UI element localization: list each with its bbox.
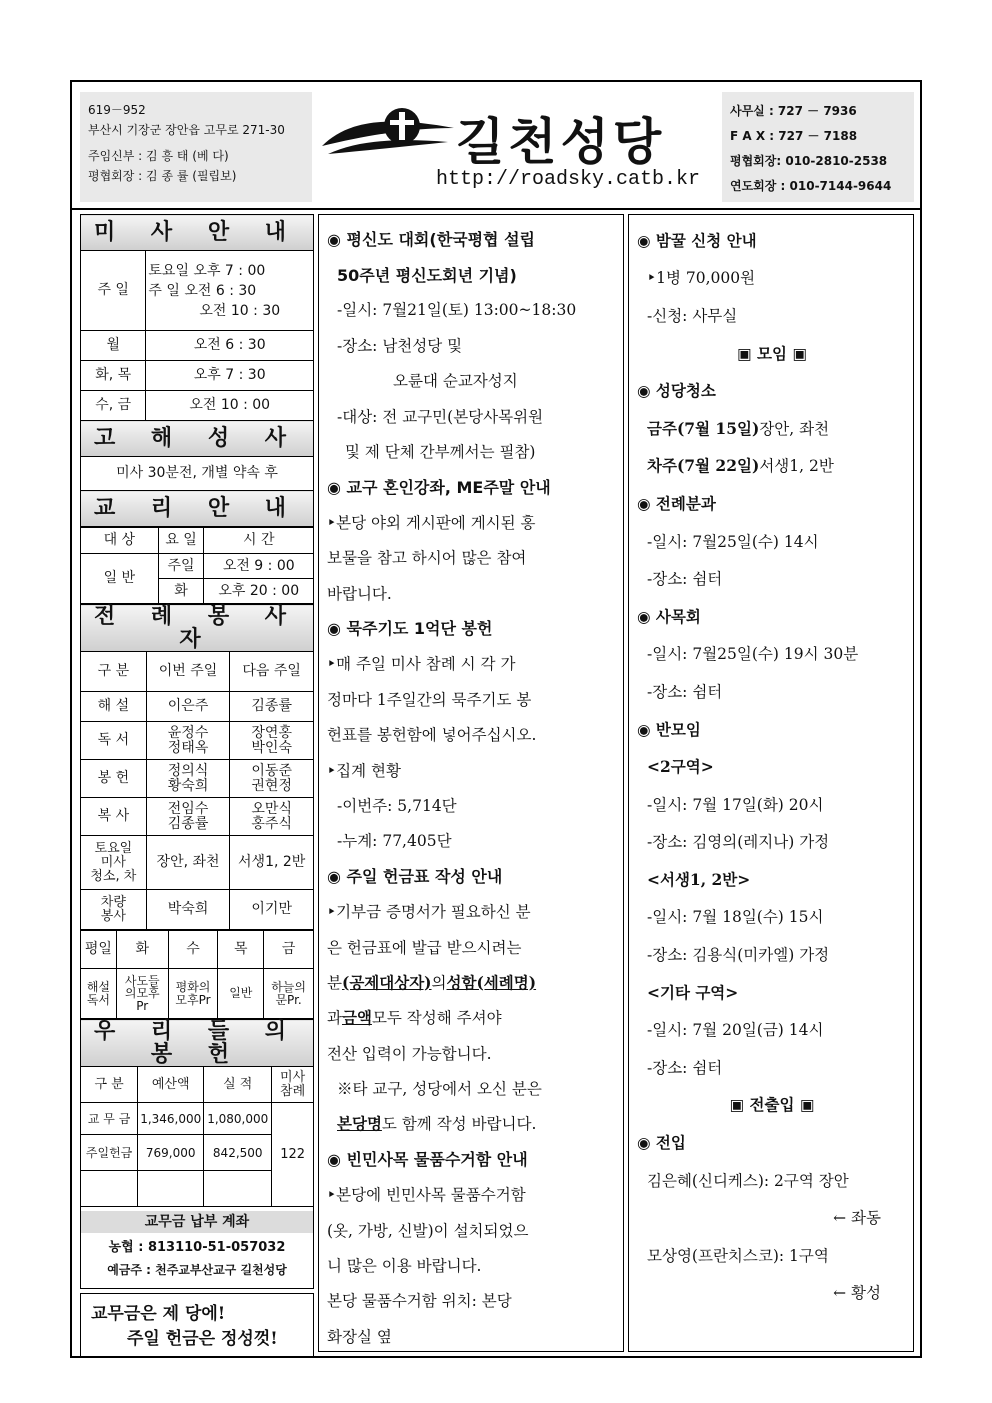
meetings-title: ▣ 모임 ▣ (736, 343, 808, 363)
mass-day: 화, 목 (81, 361, 146, 391)
address: 부산시 기장군 장안읍 고무로 271-30 (88, 123, 285, 137)
confession-text: 미사 30분전, 개별 약속 후 (81, 457, 314, 491)
header-divider (72, 208, 920, 210)
attendance: 122 (272, 1103, 314, 1207)
transfer-title: ▣ 전출입 ▣ (729, 1095, 815, 1115)
offering-form-heading: ◉ 주일 헌금표 작성 안내 (327, 867, 503, 887)
parish-emblem-icon (318, 98, 458, 168)
group-meeting-heading: ◉ 반모임 (637, 719, 701, 739)
account-number: 농협 : 813110-51-057032 (108, 1240, 286, 1256)
mass-time: 오후 7 : 30 (146, 361, 314, 391)
council-heading: ◉ 사목회 (637, 606, 701, 626)
confession-title: 고 해 성 사 (81, 421, 314, 457)
mass-day: 수, 금 (81, 391, 146, 421)
council-president: 평협회장 : 김 종 률 (필립보) (88, 169, 237, 183)
weekday-servers-table: 평일 화 수 목 금 해설 독서 사도들 의모후 Pr 평화의 모후Pr 일반 하늘의 문Pr. (80, 930, 314, 1019)
servers-title: 전 례 봉 사 자 (81, 605, 314, 652)
parish-title: 길천성당 (456, 113, 666, 171)
catechism-target: 일 반 (81, 554, 159, 604)
sunday-times: 토요일 오후 7 : 00 주 일 오전 6 : 30 오전 10 : 30 (146, 251, 314, 331)
left-column (80, 214, 314, 1357)
mass-day: 월 (81, 331, 146, 361)
fax-number: F A X : 727 － 7188 (730, 129, 858, 143)
honey-heading: ◉ 밤꿀 신청 안내 (637, 230, 757, 250)
contact-box (722, 92, 914, 202)
parish-info-box (80, 92, 312, 202)
masthead (318, 88, 718, 198)
marriage-course-heading: ◉ 교구 혼인강좌, ME주말 안내 (327, 477, 551, 497)
pastor: 주임신부 : 김 흥 태 (베 다) (88, 149, 229, 163)
servers-table: 전 례 봉 사 자 구 분 이번 주일 다음 주일 해 설 이은주 김종률 독 서 윤정수 정태옥 장연홍 박인숙 봉 헌 정의식 황숙희 이동준 권현정 복 사 전임수 김종률 오만식 홍주식 토요일 미사 청소, 차 장안, 좌천 서생1, 2반 차량 봉사 박숙희 이기만 (80, 604, 314, 930)
middle-column: ◉ 평신도 대회(한국평협 설립 50주년 평신도회년 기념) -일시: 7월21일(토) 13:00~18:30 -장소: 남천성당 및 오륜대 순교자성지 -대상: 전 교구민(본당사목위원 및 제 단체 간부께서는 필참) ◉ 교구 혼인강좌, ME주말 안내 ‣본당 야외 게시판에 게시된 홍 보물을 참고 하시어 많은 참여 바랍니다. ◉ 묵주기도 1억단 봉헌 ‣매 주일 미사 참례 시 각 가 정마다 1주일간의 묵주기도 봉 헌표를 봉헌함에 넣어주십시오. ‣집계 현황 -이번주: 5,714단 -누계: 77,405단 ◉ 주일 헌금표 작성 안내 ‣기부금 증명서가 필요하신 분 은 헌금표에 발급 받으시려는 분 (공제대상자) 의 성함(세례명) 과 금액 모두 작성해 주셔야 전산 입력이 가능합니다. ※타 교구, 성당에서 오신 분은 본당명 도 함께 작성 바랍니다. ◉ 빈민사목 물품수거함 안내 ‣본당에 빈민사목 물품수거함 (옷, 가방, 신발)이 설치되었으 니 많은 이용 바랍니다. 본당 물품수거함 위치: 본당 화장실 옆 (318, 214, 624, 1352)
offering-title: 우 리 들 의 봉 헌 (81, 1020, 314, 1067)
cleaning-heading: ◉ 성당청소 (637, 381, 716, 401)
catechism-title: 교 리 안 내 (81, 491, 314, 527)
account-box (80, 1207, 314, 1289)
right-column: ◉ 밤꿀 신청 안내 ‣1병 70,000원 -신청: 사무실 ▣ 모임 ▣ ◉ 성당청소 금주(7월 15일) 장안, 좌천 차주(7월 22일) 서생1, 2반 ◉ 전례분과 -일시: 7월25일(수) 14시 -장소: 쉼터 ◉ 사목회 -일시: 7월25일(수) 19시 30분 -장소: 쉼터 ◉ 반모임 <2구역> -일시: 7월 17일(화) 20시 -장소: 김영의(레지나) 가정 <서생1, 2반> -일시: 7월 18일(수) 15시 -장소: 김용식(미카엘) 가정 <기타 구역> -일시: 7월 20일(금) 14시 -장소: 쉼터 ▣ 전출입 ▣ ◉ 전입 김은혜(신디케스): 2구역 장안 ← 좌동 모상영(프란치스코): 1구역 ← 황성 (628, 214, 914, 1352)
account-holder: 예금주 : 천주교부산교구 길천성당 (107, 1263, 287, 1278)
move-in-heading: ◉ 전입 (637, 1133, 686, 1153)
office-phone: 사무실 : 727 － 7936 (730, 104, 857, 118)
president-phone: 평협회장: 010-2810-2538 (730, 154, 888, 168)
mass-time: 오전 10 : 00 (146, 391, 314, 421)
postal-code: 619－952 (88, 103, 146, 117)
lay-assembly-heading: ◉ 평신도 대회(한국평협 설립 (327, 230, 536, 250)
account-title: 교무금 납부 계좌 (81, 1211, 313, 1233)
liturgy-heading: ◉ 전례분과 (637, 493, 716, 513)
motto-box: 교무금은 제 당에! 주일 헌금은 정성껏! (80, 1293, 314, 1357)
mass-title: 미 사 안 내 (81, 215, 314, 251)
mass-time: 오전 6 : 30 (146, 331, 314, 361)
parish-url[interactable]: http://roadsky.catb.kr (436, 168, 701, 191)
mass-schedule-table (80, 214, 314, 527)
rosary-heading: ◉ 묵주기도 1억단 봉헌 (327, 619, 493, 639)
catechism-table: 대 상 요 일 시 간 일 반 주일 오전 9 : 00 화 오후 20 : 00 (80, 527, 314, 604)
donation-box-heading: ◉ 빈민사목 물품수거함 안내 (327, 1150, 528, 1170)
offering-table: 우 리 들 의 봉 헌 구 분 예산액 실 적 미사 참례 교 무 금 1,346,000 1,080,000 122 주일헌금 769,000 842,500 (80, 1019, 314, 1207)
prayer-president-phone: 연도회장 : 010-7144-9644 (730, 179, 892, 193)
sunday-label: 주 일 (81, 251, 146, 331)
